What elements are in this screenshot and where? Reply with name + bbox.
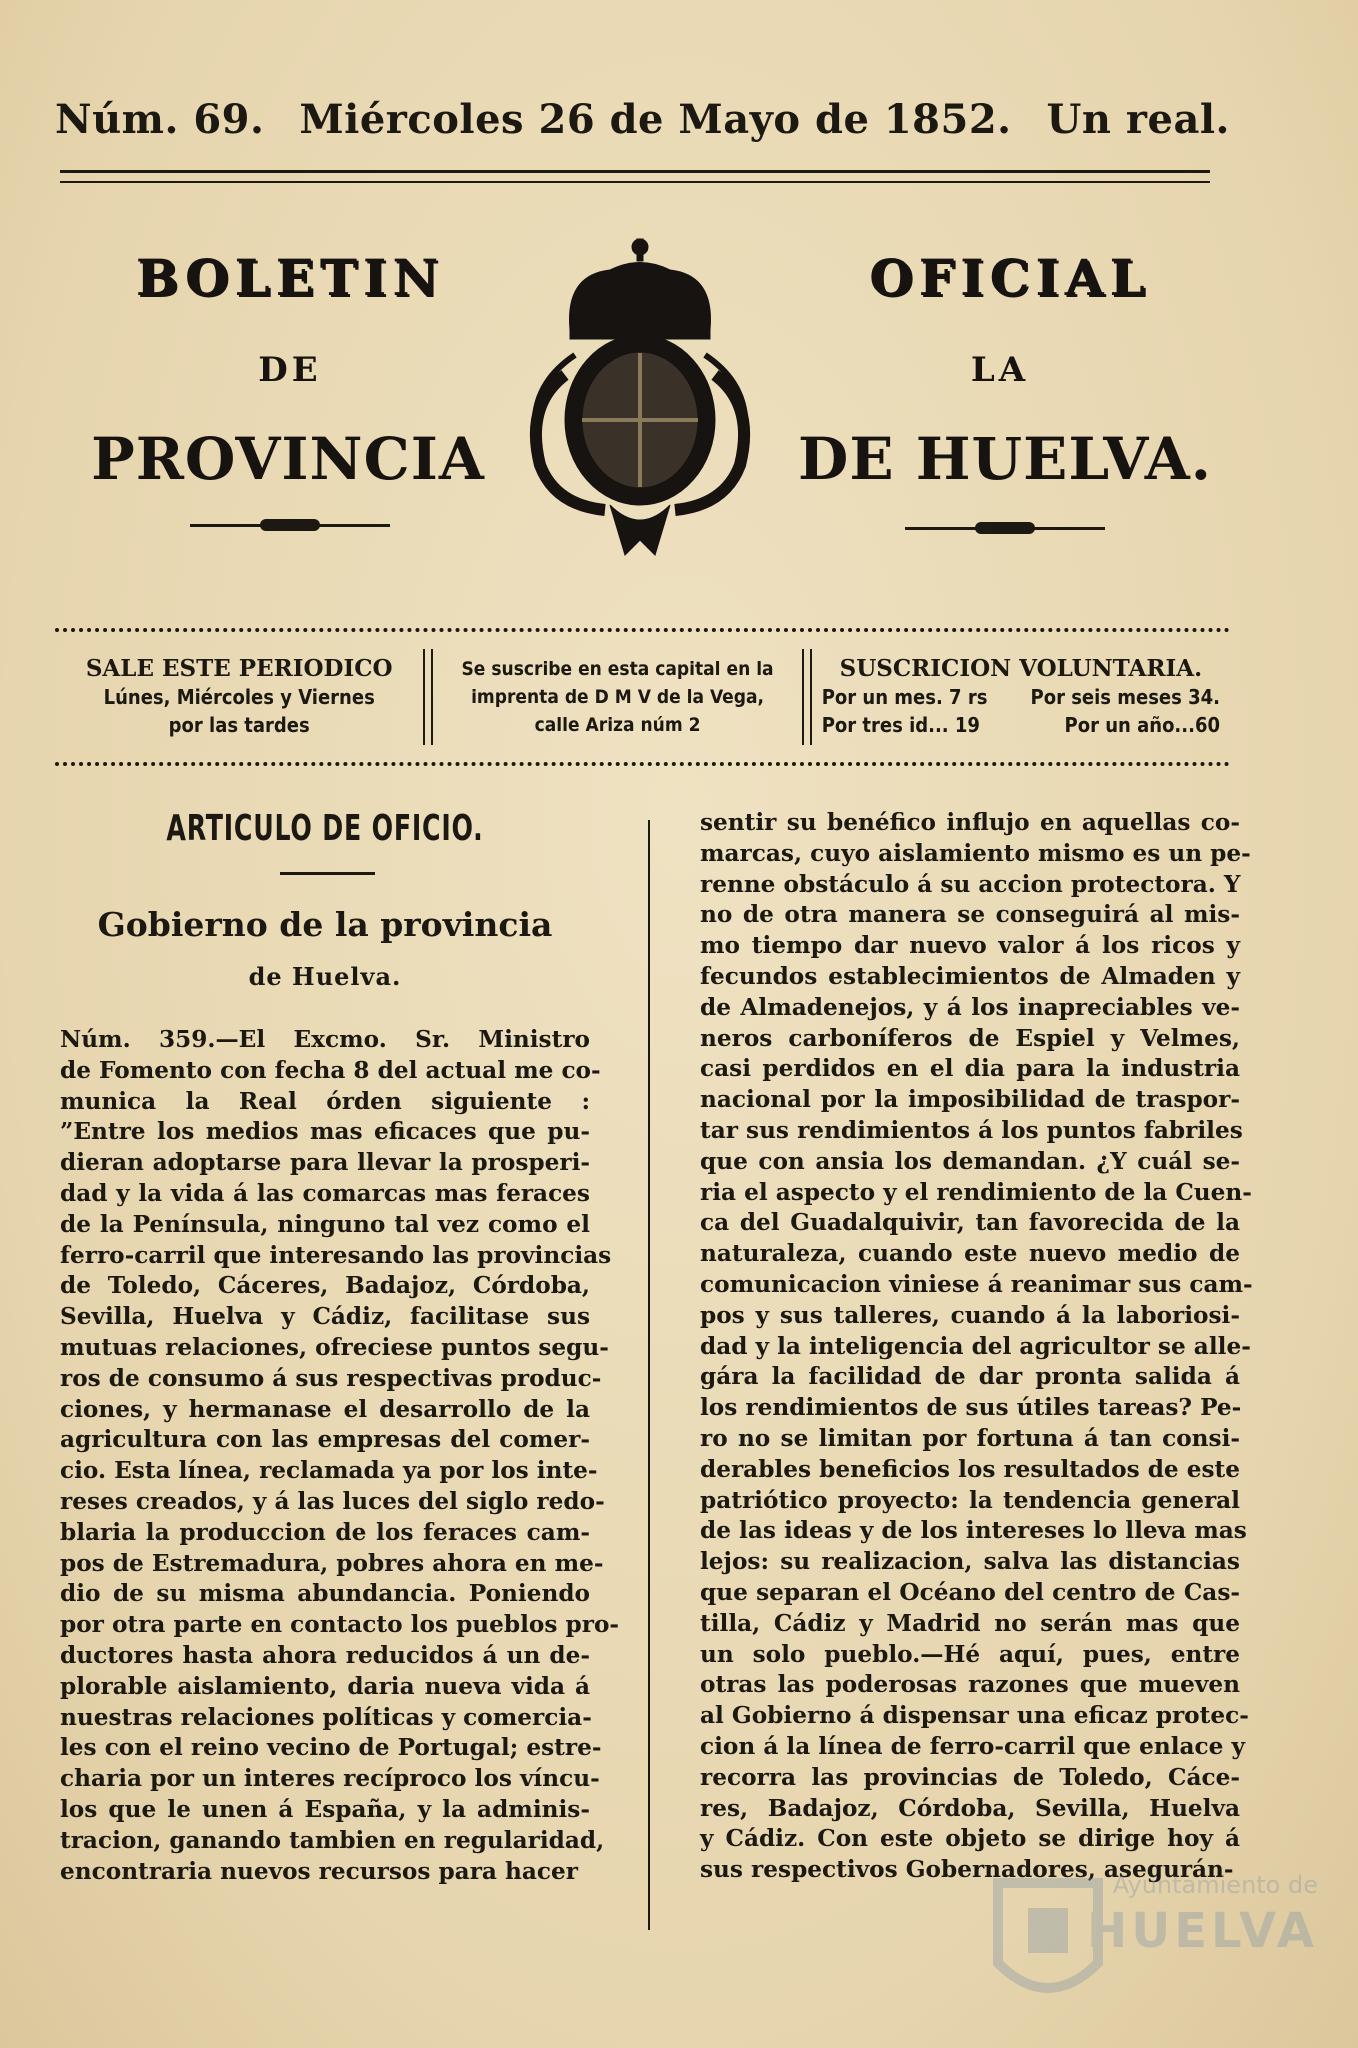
article-line: no de otra manera se conseguirá al mis- bbox=[700, 901, 1240, 929]
article-line: mo tiempo dar nuevo valor á los ricos y bbox=[700, 932, 1240, 960]
article-line: tilla, Cádiz y Madrid no serán mas que bbox=[700, 1609, 1240, 1637]
info-place-line-1: Se suscribe en esta capital en la bbox=[461, 658, 774, 680]
article-line: reses creados, y á las luces del siglo redo- bbox=[60, 1487, 605, 1515]
masthead-word-de-huelva: DE HUELVA. bbox=[798, 425, 1212, 493]
issue-date: Miércoles 26 de Mayo de 1852. bbox=[299, 96, 1012, 143]
article-line: fecundos establecimientos de Almaden y bbox=[700, 962, 1240, 990]
ornament-right bbox=[905, 527, 1105, 530]
issue-header bbox=[55, 96, 1230, 143]
info-publishing-time: por las tardes bbox=[168, 713, 310, 737]
article-line: de las ideas y de los intereses lo lleva mas bbox=[700, 1517, 1247, 1545]
article-line: los que le unen á España, y la adminis- bbox=[60, 1795, 590, 1823]
masthead-word-provincia: PROVINCIA bbox=[91, 425, 485, 493]
info-publishing-title: SALE ESTE PERIODICO bbox=[85, 655, 393, 682]
article-line: agricultura con las empresas del comer- bbox=[60, 1426, 590, 1454]
subscription-infobox bbox=[55, 628, 1230, 766]
article-line: al Gobierno á dispensar una eficaz protec- bbox=[700, 1702, 1249, 1730]
watermark-line-1: Ayuntamiento de bbox=[1112, 1871, 1318, 1899]
info-place-line-2: imprenta de D M V de la Vega, bbox=[471, 686, 765, 708]
article-line: naturaleza, cuando este nuevo medio de bbox=[700, 1240, 1240, 1268]
article-line: dad y la inteligencia del agricultor se alle- bbox=[700, 1332, 1251, 1360]
article-line: derables beneficios los resultados de este bbox=[700, 1455, 1241, 1483]
article-line: por otra parte en contacto los pueblos pro- bbox=[60, 1611, 620, 1639]
article-line: ferro-carril que interesando las provincias bbox=[60, 1241, 612, 1269]
info-subscription-prices bbox=[812, 645, 1230, 749]
article-line: sus respectivos Gobernadores, asegurán- bbox=[700, 1856, 1234, 1884]
article-line: y Cádiz. Con este objeto se dirige hoy á bbox=[700, 1825, 1240, 1853]
article-column-left bbox=[60, 1025, 620, 1887]
section-rule bbox=[280, 872, 375, 875]
article-line: blaria la produccion de los feraces cam- bbox=[60, 1518, 590, 1546]
article-line: ro no se limitan por fortuna á tan consi- bbox=[700, 1424, 1240, 1452]
article-line: les con el reino vecino de Portugal; estre- bbox=[60, 1734, 602, 1762]
info-place-line-3: calle Ariza núm 2 bbox=[534, 714, 701, 736]
article-line: cion á la línea de ferro-carril que enlace y bbox=[700, 1732, 1245, 1760]
article-line: marcas, cuyo aislamiento mismo es un pe- bbox=[700, 839, 1251, 867]
article-line: comunicacion viniese á reanimar sus cam- bbox=[700, 1270, 1253, 1298]
masthead-word-boletin: BOLETIN bbox=[135, 248, 445, 307]
article-line: res, Badajoz, Córdoba, Sevilla, Huelva bbox=[700, 1794, 1240, 1822]
article-line: pos de Estremadura, pobres ahora en me- bbox=[60, 1549, 604, 1577]
article-line: ca del Guadalquivir, tan favorecida de la bbox=[700, 1209, 1240, 1237]
article-line: que separan el Océano del centro de Cas- bbox=[700, 1578, 1240, 1606]
masthead-word-la: LA bbox=[970, 350, 1030, 390]
article-line: nuestras relaciones políticas y comercia- bbox=[60, 1703, 592, 1731]
article-line: ria el aspecto y el rendimiento de la Cuen- bbox=[700, 1178, 1252, 1206]
article-line: recorra las provincias de Toledo, Cáce- bbox=[700, 1763, 1240, 1791]
article-line: encontraria nuevos recursos para hacer bbox=[60, 1857, 578, 1885]
article-line: sentir su benéfico influjo en aquellas co- bbox=[700, 809, 1240, 836]
article-line: Núm. 359.—El Excmo. Sr. Ministro bbox=[60, 1026, 590, 1053]
price-year: Por un año...60 bbox=[1064, 713, 1220, 737]
masthead-word-de: DE bbox=[258, 350, 322, 390]
article-line: lejos: su realizacion, salva las distancias bbox=[700, 1548, 1240, 1576]
info-prices-title: SUSCRICION VOLUNTARIA. bbox=[839, 655, 1203, 682]
article-line: neros carboníferos de Espiel y Velmes, bbox=[700, 1024, 1240, 1052]
article-line: otras las poderosas razones que mueven bbox=[700, 1671, 1240, 1699]
section-title: ARTICULO DE OFICIO. bbox=[166, 808, 484, 849]
article-line: Sevilla, Huelva y Cádiz, facilitase sus bbox=[60, 1303, 590, 1331]
article-line: dio de su misma abundancia. Poniendo bbox=[60, 1580, 590, 1608]
issue-price: Un real. bbox=[1046, 96, 1230, 143]
article-line: pos y sus talleres, cuando á la laboriosi- bbox=[700, 1301, 1240, 1329]
article-line: renne obstáculo á su accion protectora. Y bbox=[700, 870, 1241, 898]
article-subtitle: de Huelva. bbox=[248, 962, 402, 991]
article-line: patriótico proyecto: la tendencia general bbox=[700, 1486, 1240, 1514]
article-line: charia por un interes recíproco los víncu- bbox=[60, 1765, 600, 1793]
article-line: ductores hasta ahora reducidos á un de- bbox=[60, 1641, 590, 1669]
article-line: cio. Esta línea, reclamada ya por los inte- bbox=[60, 1457, 598, 1485]
article-line: de la Península, ninguno tal vez como el bbox=[60, 1210, 590, 1238]
price-month: Por un mes. 7 rs bbox=[821, 685, 988, 709]
article-column-right bbox=[700, 808, 1253, 1886]
article-line: dieran adoptarse para llevar la prosperi- bbox=[60, 1149, 590, 1177]
article-title: Gobierno de la provincia bbox=[97, 905, 553, 944]
article-line: ”Entre los medios mas eficaces que pu- bbox=[60, 1118, 590, 1146]
price-six-months: Por seis meses 34. bbox=[1030, 685, 1220, 709]
coat-of-arms-icon bbox=[515, 235, 765, 565]
article-line: ciones, y hermanase el desarrollo de la bbox=[60, 1395, 590, 1423]
article-line: ros de consumo á sus respectivas produc- bbox=[60, 1364, 602, 1392]
article-line: los rendimientos de sus útiles tareas? Pe- bbox=[700, 1394, 1242, 1422]
watermark-line-2: HUELVA bbox=[1087, 1903, 1318, 1959]
info-publishing-days-text: Lúnes, Miércoles y Viernes bbox=[103, 685, 375, 709]
article-line: de Fomento con fecha 8 del actual me co- bbox=[60, 1056, 601, 1084]
article-line: gára la facilidad de dar pronta salida á bbox=[700, 1363, 1240, 1391]
article-line: nacional por la imposibilidad de traspor- bbox=[700, 1086, 1240, 1114]
article-line: un solo pueblo.—Hé aquí, pues, entre bbox=[700, 1640, 1240, 1668]
article-line: mutuas relaciones, ofreciese puntos segu- bbox=[60, 1333, 609, 1361]
header-rule bbox=[60, 170, 1210, 183]
article-line: de Almadenejos, y á los inapreciables ve- bbox=[700, 993, 1240, 1021]
price-row bbox=[822, 711, 1220, 739]
article-line: que con ansia los demandan. ¿Y cuál se- bbox=[700, 1147, 1240, 1175]
article-line: casi perdidos en el dia para la industria bbox=[700, 1055, 1240, 1083]
ornament-left bbox=[190, 524, 390, 527]
article-line: tar sus rendimientos á los puntos fabriles bbox=[700, 1116, 1243, 1144]
article-line: munica la Real órden siguiente : bbox=[60, 1087, 590, 1115]
article-line: tracion, ganando tambien en regularidad, bbox=[60, 1826, 605, 1854]
info-separator bbox=[802, 649, 812, 745]
masthead-word-oficial: OFICIAL bbox=[869, 248, 1151, 307]
issue-number: Núm. 69. bbox=[55, 96, 265, 143]
info-publishing-days bbox=[55, 645, 423, 749]
article-line: dad y la vida á las comarcas mas feraces bbox=[60, 1179, 590, 1207]
archive-watermark bbox=[988, 1863, 1328, 2013]
info-separator bbox=[423, 649, 433, 745]
price-three-months: Por tres id... 19 bbox=[821, 713, 980, 737]
column-divider bbox=[648, 820, 650, 1930]
info-subscription-place bbox=[433, 645, 801, 749]
article-line: de Toledo, Cáceres, Badajoz, Córdoba, bbox=[60, 1272, 590, 1300]
article-line: plorable aislamiento, daria nueva vida á bbox=[60, 1672, 590, 1700]
price-row bbox=[822, 683, 1220, 711]
